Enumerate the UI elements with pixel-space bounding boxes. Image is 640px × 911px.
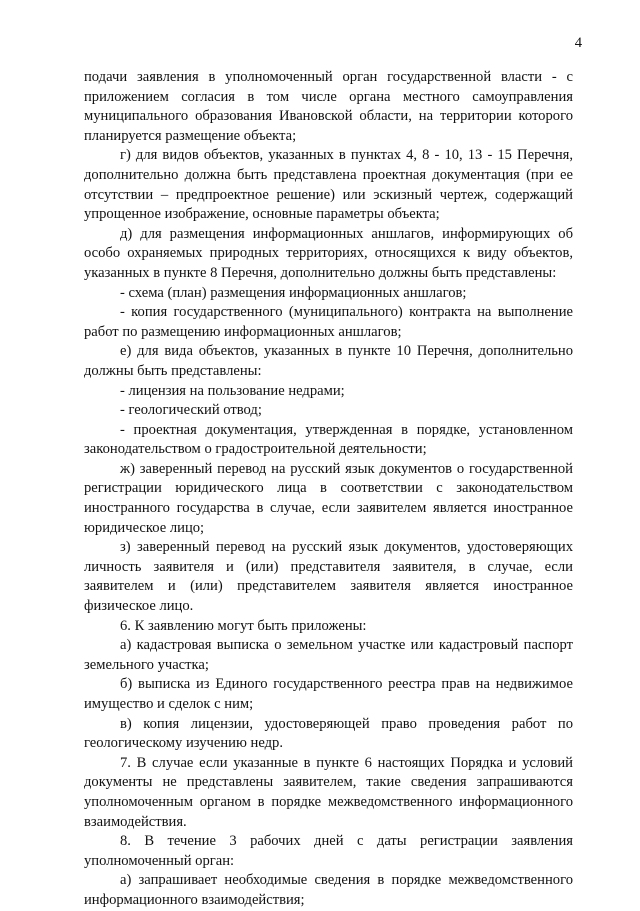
- paragraph: ж) заверенный перевод на русский язык документов о государственной регистрации юридического лица в соответствии с законодательством иностранного государства в случае, если заявителем является иностранное юридическое лицо;: [84, 460, 573, 536]
- paragraph: д) для размещения информационных аншлагов, информирующих об особо охраняемых природных территориях, относящихся к виду объектов, указанных в пункте 8 Перечня, дополнительно должны быть представлены:: [84, 225, 573, 281]
- paragraph: г) для видов объектов, указанных в пунктах 4, 8 - 10, 13 - 15 Перечня, дополнительно должна быть представлена проектная документация (при ее отсутствии – предпроектное решение) или эскизный чертеж, содержащий упрощенное изображение, основные параметры объекта;: [84, 147, 573, 223]
- paragraph: - лицензия на пользование недрами;: [120, 382, 345, 399]
- page-number: 4: [574, 35, 582, 51]
- paragraph: - проектная документация, утвержденная в порядке, установленном законодательством о градостроительной деятельности;: [84, 421, 573, 458]
- document-body: [84, 68, 573, 911]
- paragraph: 7. В случае если указанные в пункте 6 настоящих Порядка и условий документы не представлены заявителем, такие сведения запрашиваются уполномоченным органом в порядке межведомственного информационного взаимодействия.: [84, 754, 573, 830]
- paragraph: з) заверенный перевод на русский язык документов, удостоверяющих личность заявителя и (или) представителя заявителя, в случае, если заявителем и (или) представителем заявителя является иностранное физическое лицо.: [84, 539, 573, 615]
- paragraph: - копия государственного (муниципального) контракта на выполнение работ по размещению информационных аншлагов;: [84, 304, 573, 340]
- paragraph: - геологический отвод;: [120, 402, 262, 419]
- paragraph: 6. К заявлению могут быть приложены:: [120, 617, 367, 634]
- paragraph: е) для вида объектов, указанных в пункте 10 Перечня, дополнительно должны быть представлены:: [84, 343, 573, 379]
- paragraph: 8. В течение 3 рабочих дней с даты регистрации заявления уполномоченный орган:: [84, 833, 573, 869]
- paragraph: в) копия лицензии, удостоверяющей право проведения работ по геологическому изучению недр.: [84, 715, 573, 752]
- paragraph: б) выписка из Единого государственного реестра прав на недвижимое имущество и сделок с ним;: [84, 676, 573, 712]
- paragraph: а) запрашивает необходимые сведения в порядке межведомственного информационного взаимодействия;: [84, 872, 573, 908]
- paragraph: подачи заявления в уполномоченный орган государственной власти - с приложением согласия в том числе органа местного самоуправления муниципального образования Ивановской области, на территории которого планируется размещение объекта;: [84, 69, 573, 144]
- paragraph: - схема (план) размещения информационных аншлагов;: [120, 284, 467, 301]
- paragraph: а) кадастровая выписка о земельном участке или кадастровый паспорт земельного участка;: [84, 637, 573, 673]
